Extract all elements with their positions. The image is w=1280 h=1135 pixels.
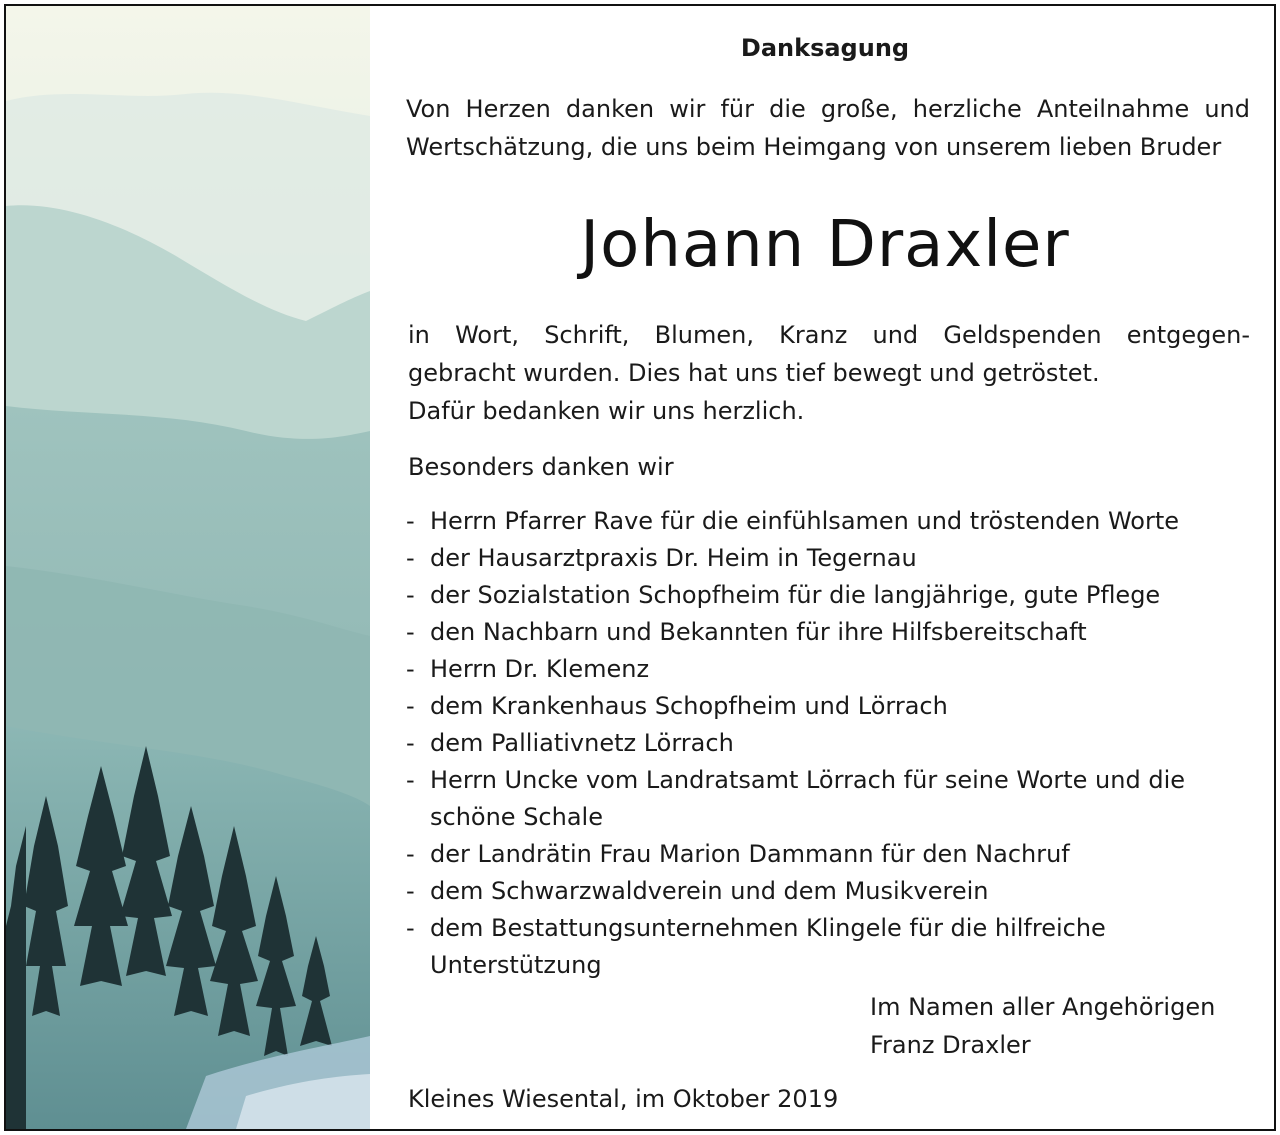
body-paragraph xyxy=(408,316,1250,430)
dash-marker: - xyxy=(406,655,415,683)
list-item-text: der Landrätin Frau Marion Dammann für den Nachruf xyxy=(430,840,1070,868)
landscape-photo xyxy=(6,6,370,1129)
list-item-text: dem Schwarzwaldverein und dem Musikverein xyxy=(430,877,989,905)
list-item xyxy=(406,651,1250,688)
list-item xyxy=(406,577,1250,614)
list-item xyxy=(406,540,1250,577)
list-item-text: dem Bestattungsunternehmen Klingele für die hilfreiche Unterstützung xyxy=(430,914,1106,979)
list-item-text: der Sozialstation Schopfheim für die langjährige, gute Pflege xyxy=(430,581,1161,609)
list-item-text: dem Krankenhaus Schopfheim und Lörrach xyxy=(430,692,948,720)
list-item xyxy=(406,725,1250,762)
obituary-text-area xyxy=(400,6,1250,1129)
deceased-name: Johann Draxler xyxy=(580,208,1070,282)
dash-marker: - xyxy=(406,581,415,609)
list-item-text: dem Palliativnetz Lörrach xyxy=(430,729,734,757)
body-line: Dafür bedanken wir uns herzlich. xyxy=(408,397,805,425)
list-item-text: Herrn Uncke vom Landratsamt Lörrach für seine Worte und die schöne Schale xyxy=(430,766,1186,831)
list-item xyxy=(406,873,1250,910)
intro-paragraph: Von Herzen danken wir für die große, herzliche Anteilnahme und Wertschätzung, die uns beim Heimgang von unserem lieben Bruder xyxy=(406,95,1250,161)
body-line: in Wort, Schrift, Blumen, Kranz und Geldspenden entgegen- xyxy=(408,321,1250,349)
dash-marker: - xyxy=(406,544,415,572)
dash-marker: - xyxy=(406,914,415,942)
list-item-text: den Nachbarn und Bekannten für ihre Hilfsbereitschaft xyxy=(430,618,1087,646)
obituary-frame xyxy=(4,4,1276,1131)
dash-marker: - xyxy=(406,618,415,646)
dash-marker: - xyxy=(406,729,415,757)
signature-block xyxy=(870,988,1215,1064)
list-item-text: Herrn Dr. Klemenz xyxy=(430,655,650,683)
list-item xyxy=(406,688,1250,725)
special-thanks-intro: Besonders danken wir xyxy=(408,453,674,481)
dash-marker: - xyxy=(406,692,415,720)
dash-marker: - xyxy=(406,840,415,868)
list-item-text: der Hausarztpraxis Dr. Heim in Tegernau xyxy=(430,544,917,572)
misty-forest-image xyxy=(6,6,370,1129)
heading: Danksagung xyxy=(740,34,910,62)
list-item xyxy=(406,762,1250,836)
signature-line: Im Namen aller Angehörigen xyxy=(870,993,1216,1021)
dash-marker: - xyxy=(406,766,415,794)
list-item xyxy=(406,910,1250,984)
dash-marker: - xyxy=(406,877,415,905)
list-item xyxy=(406,836,1250,873)
signature-name: Franz Draxler xyxy=(870,1031,1031,1059)
list-item xyxy=(406,503,1250,540)
dash-marker: - xyxy=(406,507,415,535)
thanks-list xyxy=(406,503,1250,984)
body-line: gebracht wurden. Dies hat uns tief bewegt und getröstet. xyxy=(408,359,1100,387)
place-and-date: Kleines Wiesental, im Oktober 2019 xyxy=(408,1085,839,1113)
list-item-text: Herrn Pfarrer Rave für die einfühlsamen und tröstenden Worte xyxy=(430,507,1180,535)
list-item xyxy=(406,614,1250,651)
